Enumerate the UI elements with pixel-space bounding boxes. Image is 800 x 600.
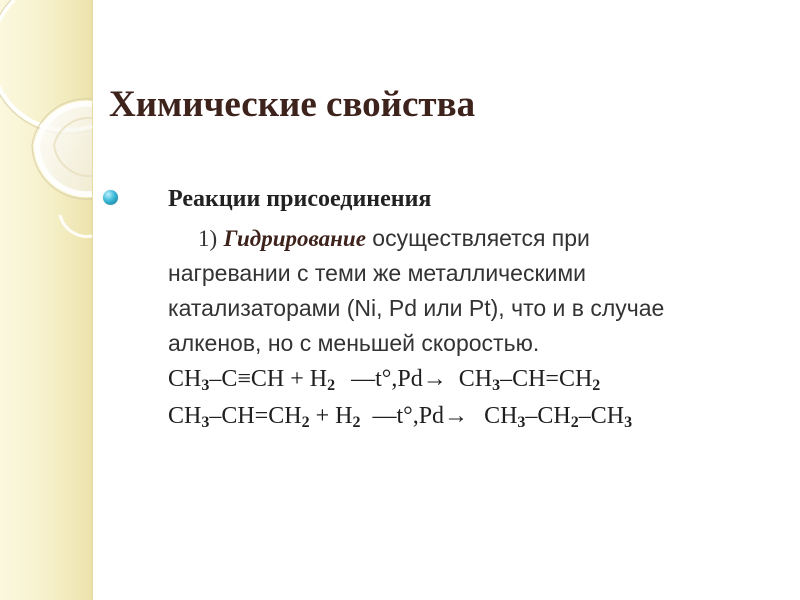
section-heading: Реакции присоединения (168, 186, 432, 212)
eq1-product-rest: –CH=CH (500, 366, 593, 392)
eq1-reactant-rest: –C≡CH + H (209, 366, 328, 392)
eq2-reactant-sub-3: 2 (352, 414, 361, 431)
eq2-condition: —t°,Pd→ (372, 403, 469, 429)
paragraph-line-4: алкенов, но с меньшей скоростью. (168, 330, 540, 356)
eq2-product-sub-1: 3 (517, 414, 526, 431)
paragraph-first-line (168, 221, 788, 256)
eq1-product-ch: CH (458, 366, 493, 392)
eq2-reactant-sub-2: 2 (301, 414, 310, 431)
eq2-reactant-middle: –CH=CH (209, 403, 302, 429)
hydrogenation-paragraph (168, 221, 788, 361)
eq1-reactant-sub-1: 3 (201, 377, 210, 394)
eq2-product-sub-3: 3 (624, 414, 633, 431)
eq2-reactant-sub-1: 3 (201, 414, 210, 431)
paragraph-line-3: катализаторами (Ni, Pd или Pt), что и в случае (168, 295, 665, 321)
eq1-condition: —t°,Pd→ (351, 366, 447, 392)
paragraph-line-1: осуществляется при (372, 225, 590, 251)
eq2-product-sub-2: 2 (570, 414, 579, 431)
paragraph-term: Гидрирование (223, 226, 366, 251)
eq2-reactant-h: + H (309, 403, 353, 429)
paragraph-line-2: нагревании с теми же металлическими (168, 260, 587, 286)
eq2-product-end: –CH (578, 403, 625, 429)
slide-content (168, 178, 788, 435)
eq1-reactant-sub-2: 2 (327, 377, 336, 394)
equation-2 (168, 398, 788, 435)
eq1-reactant-ch: CH (168, 366, 202, 392)
equation-1 (168, 361, 788, 398)
eq2-product-ch: CH (484, 403, 518, 429)
decorative-small-arc (60, 215, 92, 236)
bullet-icon (103, 190, 118, 205)
eq1-product-sub-1: 3 (492, 377, 501, 394)
paragraph-number: 1) (198, 226, 218, 251)
eq1-product-sub-2: 2 (592, 377, 601, 394)
slide-title: Химические свойства (109, 84, 476, 125)
eq2-product-middle: –CH (525, 403, 571, 429)
eq2-reactant-ch: CH (168, 403, 202, 429)
